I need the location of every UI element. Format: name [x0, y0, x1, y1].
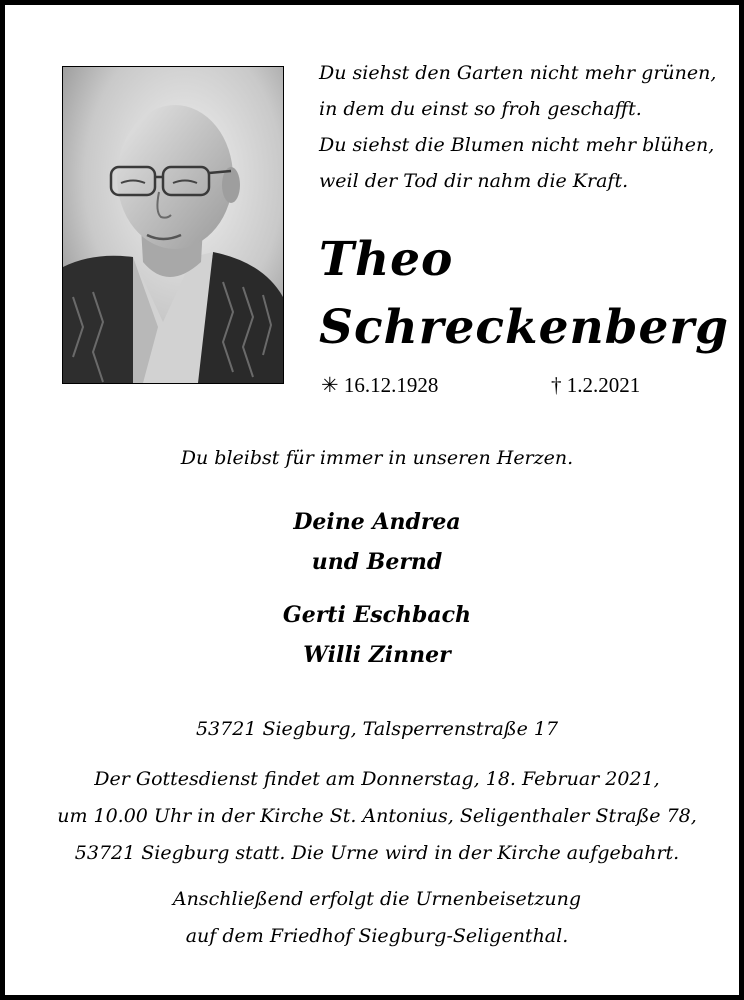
poem-line: Du siehst den Garten nicht mehr grünen, — [319, 62, 717, 84]
mourner-line: Gerti Eschbach — [282, 602, 472, 628]
service-line: um 10.00 Uhr in der Kirche St. Antonius, Seligenthaler Straße 78, — [57, 805, 697, 827]
poem-line: Du siehst die Blumen nicht mehr blühen, — [319, 134, 715, 156]
service-info — [5, 761, 744, 872]
mourner-line: und Bernd — [311, 549, 443, 575]
death-cross-icon: † — [551, 373, 562, 397]
memorial-poem — [319, 55, 729, 199]
farewell-line: Du bleibst für immer in unseren Herzen. — [180, 447, 574, 469]
family-address: 53721 Siegburg, Talsperrenstraße 17 — [195, 718, 559, 740]
birth-date-value: 16.12.1928 — [343, 373, 439, 397]
mourner-group-2 — [5, 595, 744, 675]
mourner-group-1 — [5, 502, 744, 582]
mourner-line: Deine Andrea — [293, 509, 461, 535]
deceased-last-name: Schreckenberg — [319, 300, 730, 355]
death-date — [551, 373, 640, 398]
burial-info — [5, 881, 744, 955]
burial-line: auf dem Friedhof Siegburg-Seligenthal. — [185, 925, 569, 947]
poem-line: in dem du einst so froh geschafft. — [319, 98, 642, 120]
service-line: 53721 Siegburg statt. Die Urne wird in der Kirche aufgebahrt. — [74, 842, 680, 864]
birth-star-icon: ✳ — [321, 373, 339, 397]
burial-line: Anschließend erfolgt die Urnenbeisetzung — [172, 888, 582, 910]
deceased-first-name: Theo — [319, 232, 454, 287]
service-line: Der Gottesdienst findet am Donnerstag, 18. Februar 2021, — [94, 768, 660, 790]
portrait-illustration — [63, 67, 283, 383]
mourner-line: Willi Zinner — [303, 642, 451, 668]
portrait-photo — [62, 66, 284, 384]
death-date-value: 1.2.2021 — [566, 373, 641, 397]
birth-date — [321, 373, 438, 398]
poem-line: weil der Tod dir nahm die Kraft. — [319, 170, 629, 192]
